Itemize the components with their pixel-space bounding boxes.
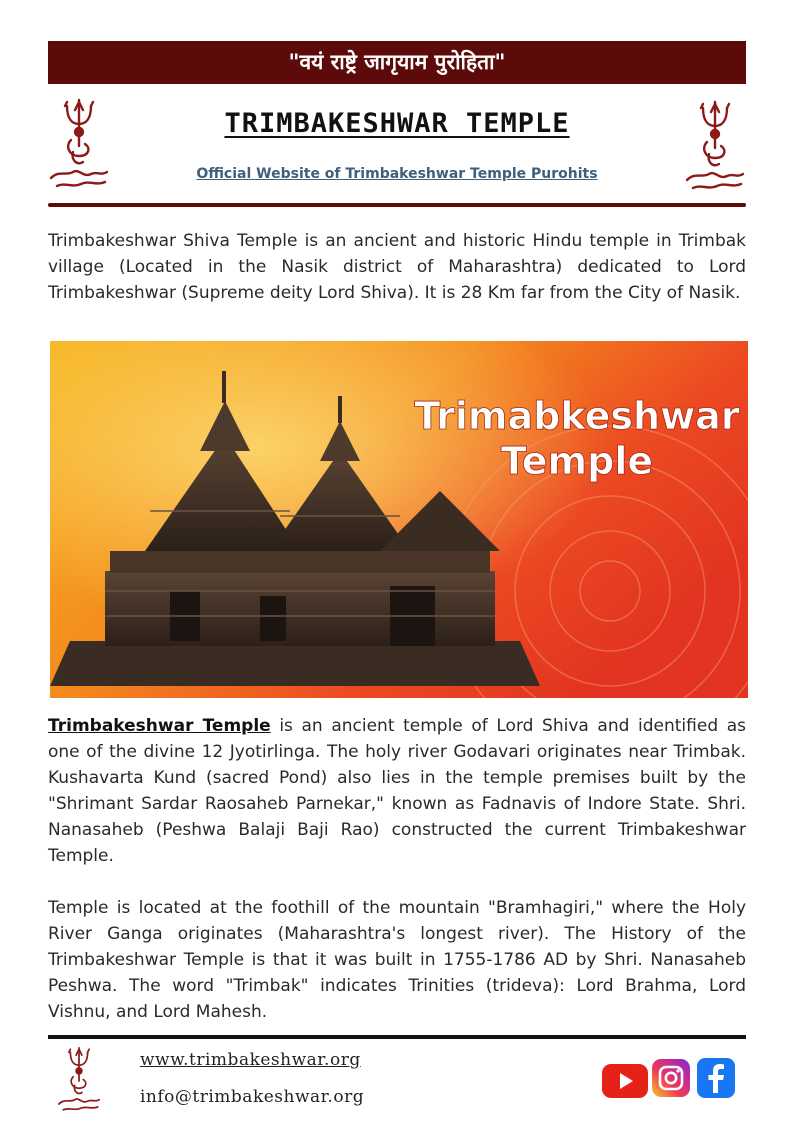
body-paragraph-1-text: is an ancient temple of Lord Shiva and identified as one of the divine 12 Jyotirlinga. The holy river Godavari originates near Trimbak. Kushavarta Kund (sacred Pond) also lies in the temple premises built by the "Shrimant Sardar Raosaheb Parnekar," known as Fadnavis of Indore State. Shri. Nanasaheb (Peshwa Balaji Baji Rao) constructed the current Trimbakeshwar Temple. xyxy=(48,716,747,866)
youtube-icon[interactable] xyxy=(602,1064,648,1102)
email-link[interactable]: info@trimbakeshwar.org xyxy=(140,1087,365,1107)
body-paragraph-1 xyxy=(48,713,746,869)
footer-divider xyxy=(48,1035,746,1039)
intro-paragraph: Trimbakeshwar Shiva Temple is an ancient and historic Hindu temple in Trimbak village (Located in the Nasik district of Maharashtra) dedicated to Lord Trimbakeshwar (Supreme deity Lord Shiva). It is 28 Km far from the City of Nasik. xyxy=(48,231,746,303)
temple-illustration xyxy=(50,341,748,698)
temple-logo-left xyxy=(46,96,112,196)
page-title: TRIMBAKESHWAR TEMPLE xyxy=(224,108,570,139)
footer-logo xyxy=(52,1045,106,1117)
hero-title-line2: Temple xyxy=(500,439,654,483)
temple-logo-right xyxy=(682,98,748,198)
temple-name-link[interactable]: Trimbakeshwar Temple xyxy=(48,716,271,736)
header-divider xyxy=(48,203,746,207)
body-paragraph-2: Temple is located at the foothill of the mountain "Bramhagiri," where the Holy River Ganga originates (Maharashtra's longest river). The History of the Trimbakeshwar Temple is that it was built in 1755-1786 AD by Shri. Nanasaheb Peshwa. The word "Trimbak" indicates Trinities (trideva): Lord Brahma, Lord Vishnu, and Lord Mahesh. xyxy=(48,898,746,1022)
facebook-icon[interactable] xyxy=(697,1058,735,1102)
motto-banner: "वयं राष्ट्रे जागृयाम पुरोहिता" xyxy=(48,41,746,84)
website-link[interactable]: www.trimbakeshwar.org xyxy=(140,1050,361,1070)
trishul-icon xyxy=(52,1045,106,1117)
trishul-icon xyxy=(46,96,112,196)
hero-image xyxy=(50,341,748,698)
trishul-icon xyxy=(682,98,748,198)
site-subtitle-link[interactable]: Official Website of Trimbakeshwar Temple Purohits xyxy=(196,166,598,182)
instagram-icon[interactable] xyxy=(652,1059,690,1101)
hero-title-line1: Trimabkeshwar xyxy=(414,394,740,438)
